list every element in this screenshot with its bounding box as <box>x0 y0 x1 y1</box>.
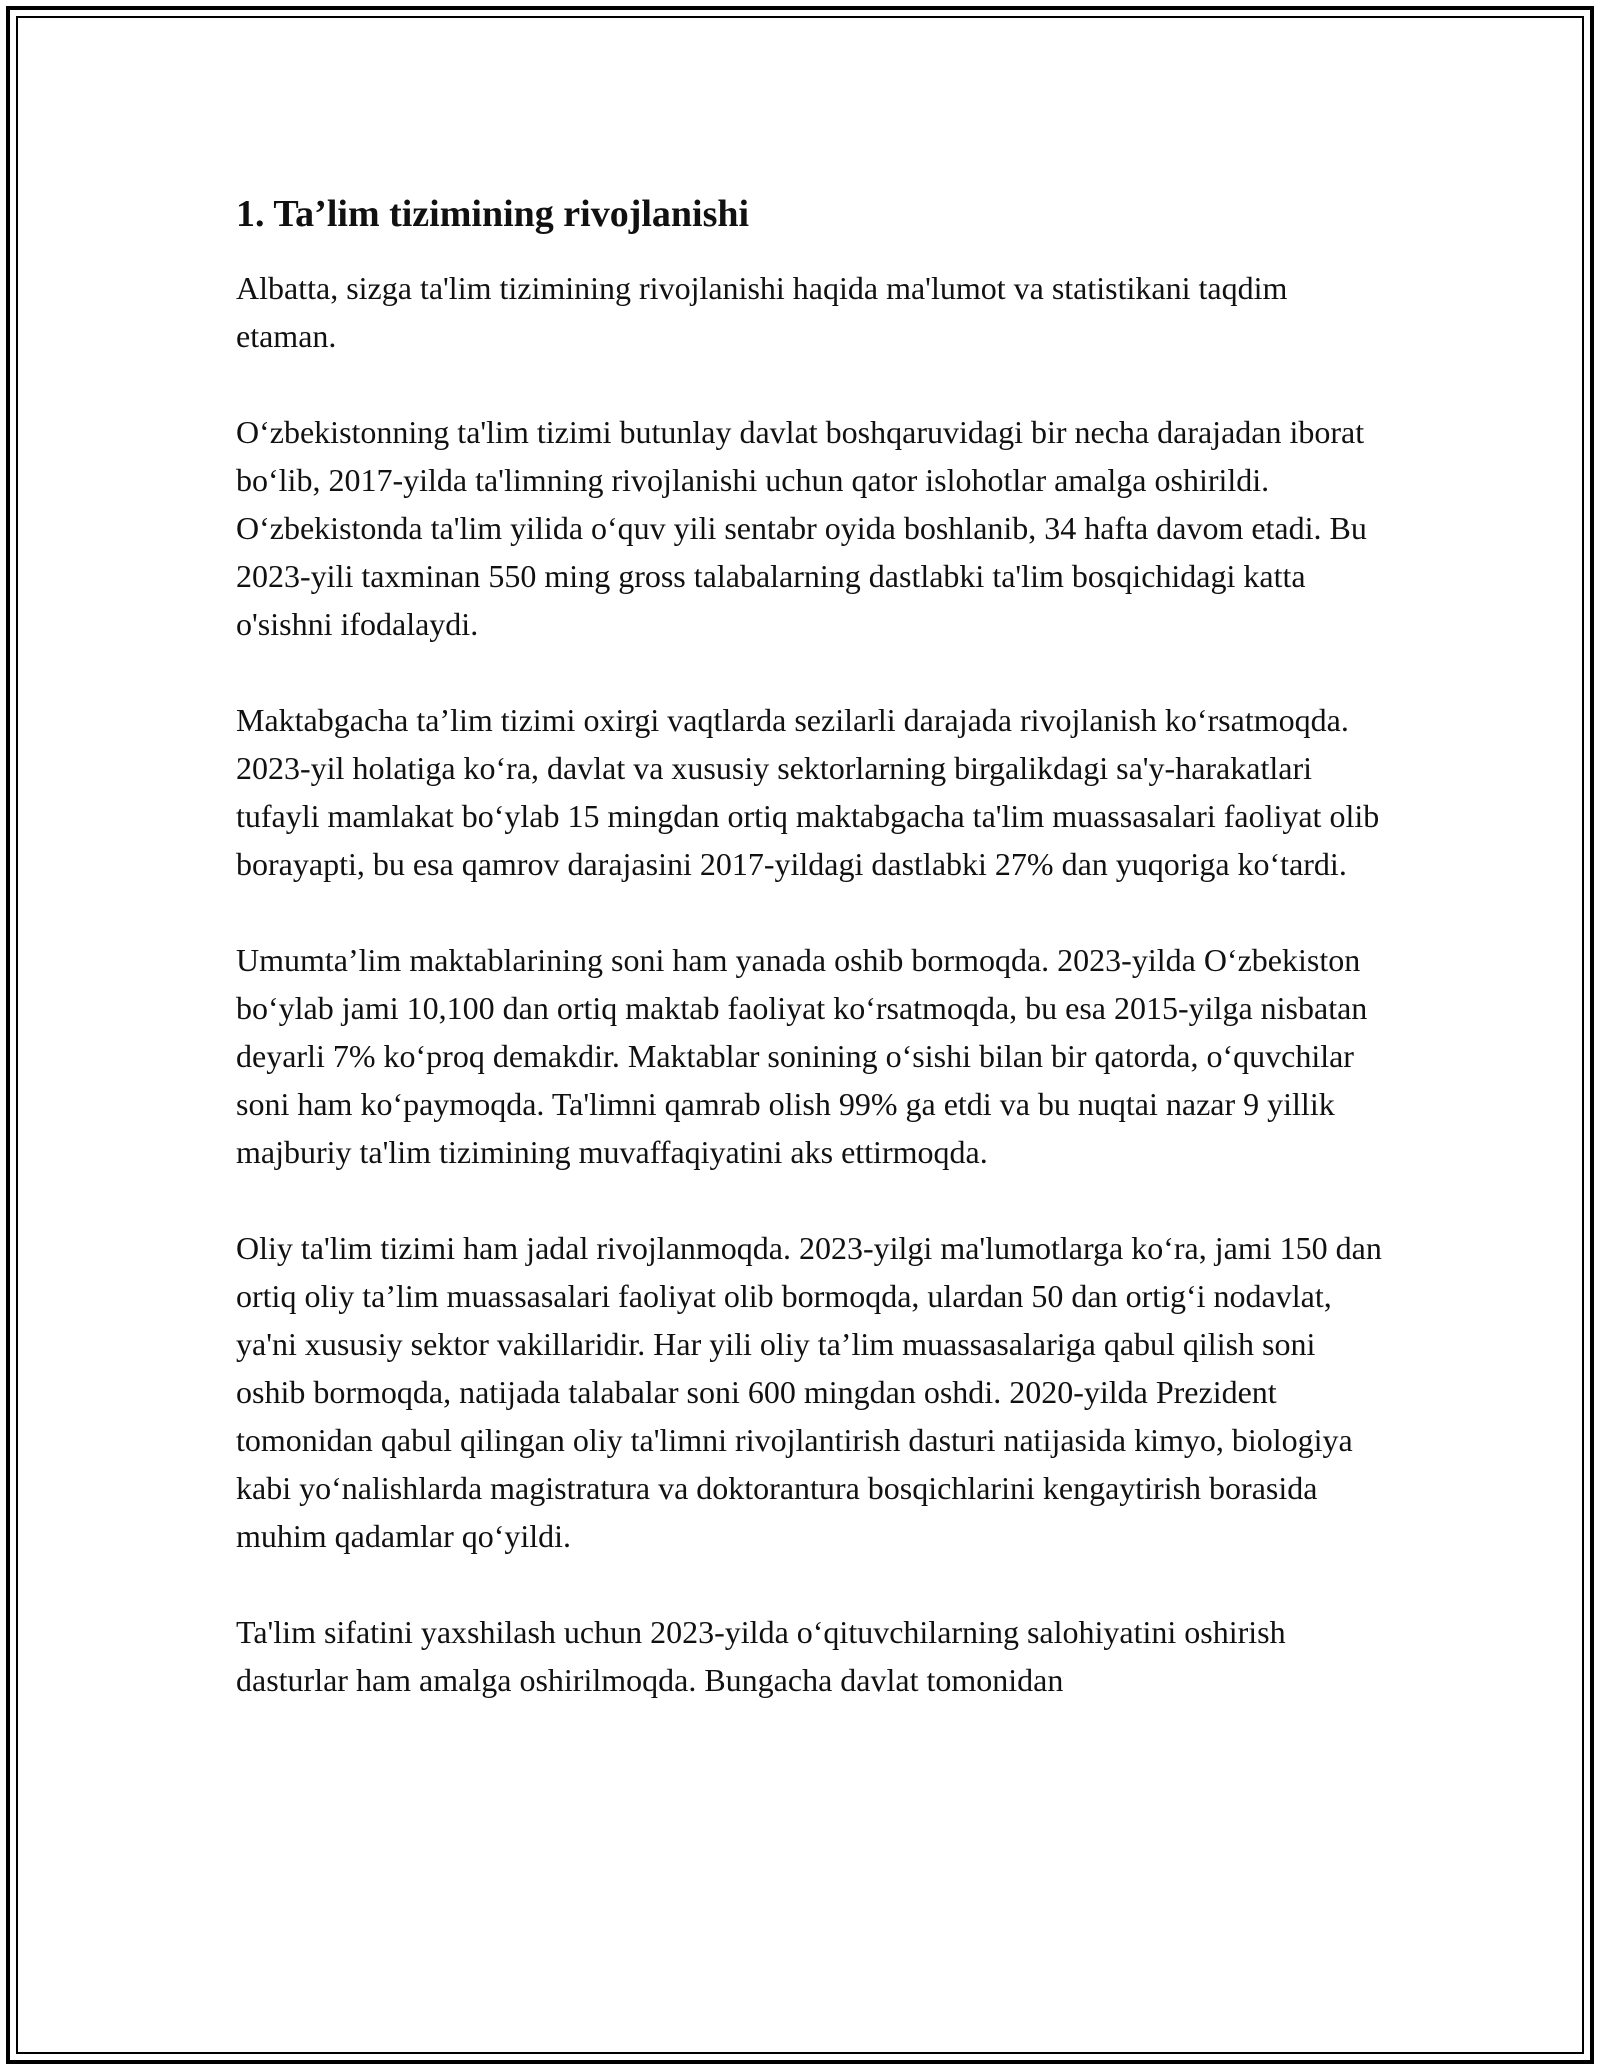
paragraph-intro: Albatta, sizga ta'lim tizimining rivojlanishi haqida ma'lumot va statistikani taqdim etaman. <box>236 270 1288 354</box>
section-heading: 1. Ta’lim tizimining rivojlanishi <box>236 193 750 235</box>
paragraph-higher-education: Oliy ta'lim tizimi ham jadal rivojlanmoqda. 2023-yilgi ma'lumotlarga ko‘ra, jami 150 dan ortiq oliy ta’lim muassasalari faoliyat olib bormoqda, ulardan 50 dan ortig‘i nodavlat, ya'ni xususiy sektor vakillaridir. Har yili oliy ta’lim muassasalariga qabul qilish soni oshib bormoqda, natijada talabalar soni 600 mingdan oshdi. 2020-yilda Prezident tomonidan qabul qilingan oliy ta'limni rivojlantirish dasturi natijasida kimyo, biologiya kabi yo‘nalishlarda magistratura va doktorantura bosqichlarini kengaytirish borasida muhim qadamlar qo‘yildi. <box>236 1230 1382 1554</box>
paragraph-general-schools: Umumta’lim maktablarining soni ham yanada oshib bormoqda. 2023-yilda O‘zbekiston bo‘ylab jami 10,100 dan ortiq maktab faoliyat ko‘rsatmoqda, bu esa 2015-yilga nisbatan deyarli 7% ko‘proq demakdir. Maktablar sonining o‘sishi bilan bir qatorda, o‘quvchilar soni ham ko‘paymoqda. Ta'limni qamrab olish 99% ga etdi va bu nuqtai nazar 9 yillik majburiy ta'lim tizimining muvaffaqiyatini aks ettirmoqda. <box>236 942 1368 1170</box>
paragraph-teacher-quality: Ta'lim sifatini yaxshilash uchun 2023-yilda o‘qituvchilarning salohiyatini oshirish dasturlar ham amalga oshirilmoqda. Bungacha davlat tomonidan <box>236 1614 1286 1698</box>
paragraph-education-system: O‘zbekistonning ta'lim tizimi butunlay davlat boshqaruvidagi bir necha darajadan iborat bo‘lib, 2017-yilda ta'limning rivojlanishi uchun qator islohotlar amalga oshirildi. O‘zbekistonda ta'lim yilida o‘quv yili sentabr oyida boshlanib, 34 hafta davom etadi. Bu 2023-yili taxminan 550 ming gross talabalarning dastlabki ta'lim bosqichidagi katta o'sishni ifodalaydi. <box>236 414 1367 642</box>
paragraph-preschool: Maktabgacha ta’lim tizimi oxirgi vaqtlarda sezilarli darajada rivojlanish ko‘rsatmoqda. 2023-yil holatiga ko‘ra, davlat va xususiy sektorlarning birgalikdagi sa'y-harakatlari tufayli mamlakat bo‘ylab 15 mingdan ortiq maktabgacha ta'lim muassasalari faoliyat olib borayapti, bu esa qamrov darajasini 2017-yildagi dastlabki 27% dan yuqoriga ko‘tardi. <box>236 702 1380 882</box>
document-body <box>236 190 1386 1752</box>
